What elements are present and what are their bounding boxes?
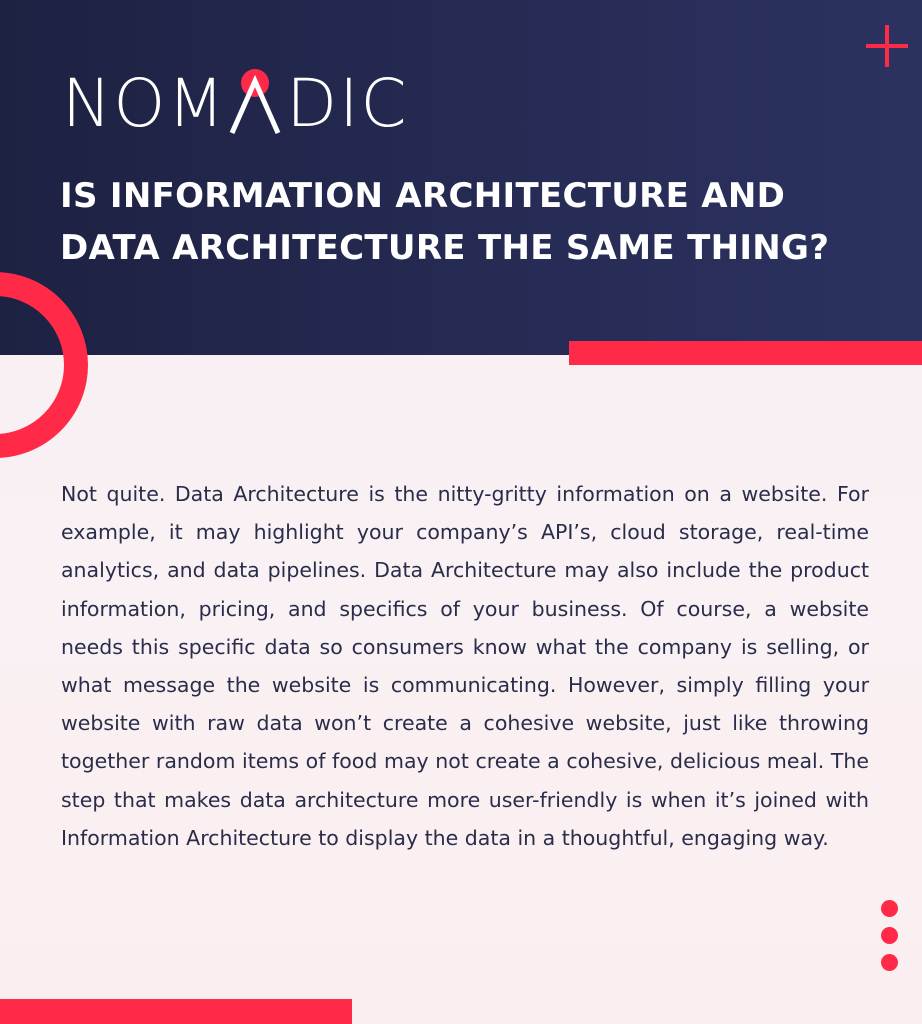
plus-icon xyxy=(866,25,908,67)
ring-icon xyxy=(0,270,90,460)
accent-bar-bottom xyxy=(0,999,352,1024)
header-banner xyxy=(0,0,922,355)
page-title: IS INFORMATION ARCHITECTURE AND DATA ARCHITECTURE THE SAME THING? xyxy=(60,176,830,268)
logo-text-right: DIC xyxy=(286,64,409,142)
accent-bar-top xyxy=(569,341,922,365)
logo-text-left: NOM xyxy=(62,64,227,142)
dot xyxy=(881,927,898,944)
nomadic-logo xyxy=(62,64,409,142)
dots-icon xyxy=(880,900,900,975)
dot xyxy=(881,954,898,971)
dot xyxy=(881,900,898,917)
logo-a-icon xyxy=(228,73,282,133)
body-paragraph: Not quite. Data Architecture is the nitty-gritty information on a website. For example, it may highlight your company’s API’s, cloud storage, real-time analytics, and data pipelines. Data Architecture may also include the product information, pricing, and specifics of your business. Of course, a website needs this specific data so consumers know what the company is selling, or what message the website is communicating. However, simply filling your website with raw data won’t create a cohesive website, just like throwing together random items of food may not create a cohesive, delicious meal. The step that makes data architecture more user-friendly is when it’s joined with Information Architecture to display the data in a thoughtful, engaging way. xyxy=(61,482,869,850)
